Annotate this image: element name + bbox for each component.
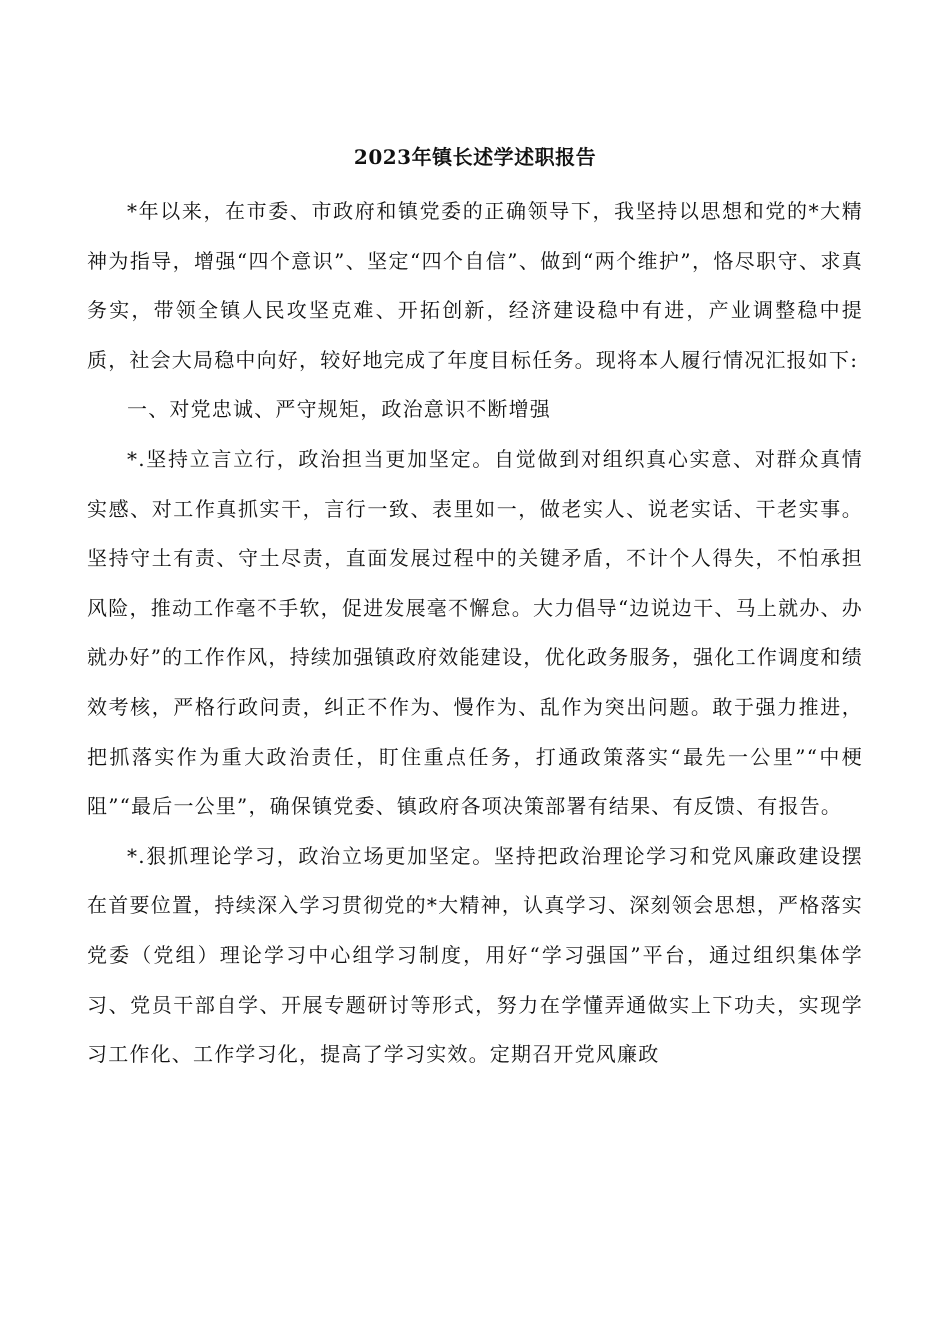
section-heading: 一、对党忠诚、严守规矩，政治意识不断增强 — [127, 397, 551, 422]
intro-paragraph: *年以来，在市委、市政府和镇党委的正确领导下，我坚持以思想和党的*大精神为指导，增强“四个意识”、坚定“四个自信”、做到“两个维护”，恪尽职守、求真务实，带领全镇人民攻坚克难、开拓创新，经济建设稳中有进，产业调整稳中提质，社会大局稳中向好，较好地完成了年度目标任务。现将本人履行情况汇报如下: — [87, 199, 863, 372]
document-body — [87, 187, 863, 1080]
paragraph-political-responsibility: *.坚持立言立行，政治担当更加坚定。自觉做到对组织真心实意、对群众真情实感、对工作真抓实干，言行一致、表里如一，做老实人、说老实话、干老实事。坚持守土有责、守土尽责，直面发展过程中的关键矛盾，不计个人得失，不怕承担风险，推动工作毫不手软，促进发展毫不懈怠。大力倡导“边说边干、马上就办、办就办好”的工作作风，持续加强镇政府效能建设，优化政务服务，强化工作调度和绩效考核，严格行政问责，纠正不作为、慢作为、乱作为突出问题。敢于强力推进，把抓落实作为重大政治责任，盯住重点任务，打通政策落实“最先一公里”“中梗阻”“最后一公里”，确保镇党委、镇政府各项决策部署有结果、有反馈、有报告。 — [87, 446, 863, 819]
paragraph-theory-study: *.狠抓理论学习，政治立场更加坚定。坚持把政治理论学习和党风廉政建设摆在首要位置，持续深入学习贯彻党的*大精神，认真学习、深刻领会思想，严格落实党委（党组）理论学习中心组学习制度，用好“学习强国”平台，通过组织集体学习、党员干部自学、开展专题研讨等形式，努力在学懂弄通做实上下功夫，实现学习工作化、工作学习化，提高了学习实效。定期召开党风廉政 — [87, 843, 863, 1067]
document-title: 2023年镇长述学述职报告 — [353, 145, 597, 169]
